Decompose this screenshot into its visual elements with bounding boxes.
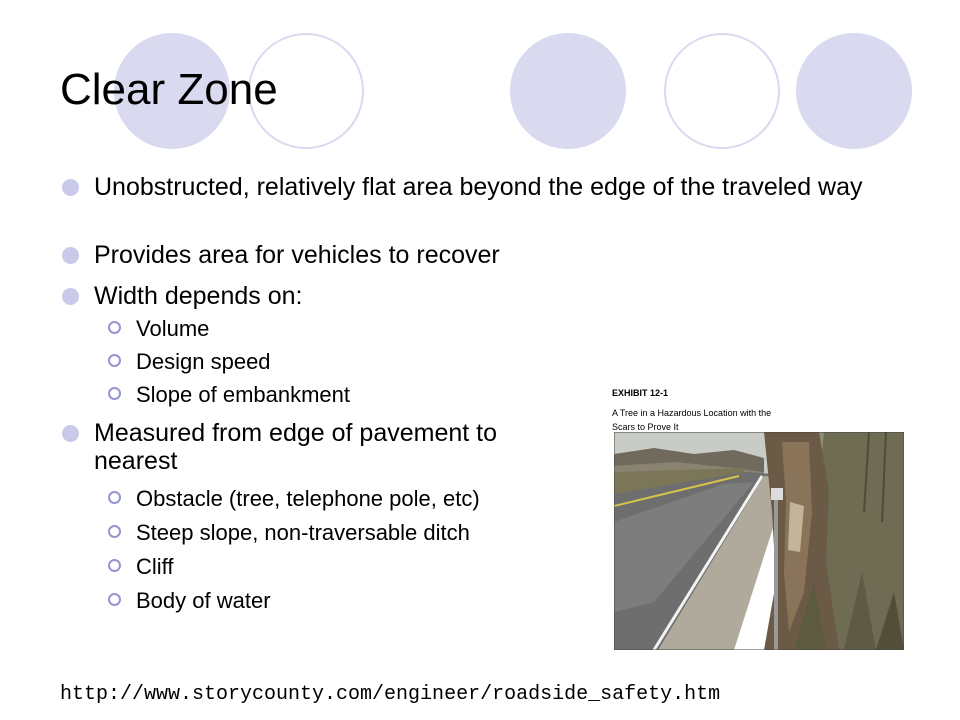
sub-bullet-steep-slope: Steep slope, non-traversable ditch xyxy=(136,520,470,545)
sub-bullet-design-speed: Design speed xyxy=(136,349,271,374)
bullet-width: Width depends on: xyxy=(94,282,904,310)
sub-bullet-obstacle: Obstacle (tree, telephone pole, etc) xyxy=(136,486,480,511)
sub-bullet-volume: Volume xyxy=(136,316,210,341)
exhibit-figure xyxy=(586,376,908,652)
source-url[interactable]: http://www.storycounty.com/engineer/roadside_safety.htm xyxy=(60,683,721,706)
decor-circle-ring-2 xyxy=(664,33,780,149)
slide-title: Clear Zone xyxy=(60,65,278,114)
sub-bullet-slope: Slope of embankment xyxy=(136,382,351,407)
bullet-measured: Measured from edge of pavement to nearest xyxy=(94,419,574,475)
bullet-recover: Provides area for vehicles to recover xyxy=(94,241,904,269)
sub-bullet-water: Body of water xyxy=(136,588,271,613)
decor-circle-filled-2 xyxy=(510,33,626,149)
exhibit-caption: A Tree in a Hazardous Location with the Scars to Prove It xyxy=(612,408,772,432)
sub-bullet-cliff: Cliff xyxy=(136,554,174,579)
decor-circle-filled-3 xyxy=(796,33,912,149)
exhibit-heading: EXHIBIT 12-1 xyxy=(612,388,669,398)
bullet-unobstructed: Unobstructed, relatively flat area beyond the edge of the traveled way xyxy=(94,173,904,201)
tree-roadside-photo xyxy=(614,432,904,650)
